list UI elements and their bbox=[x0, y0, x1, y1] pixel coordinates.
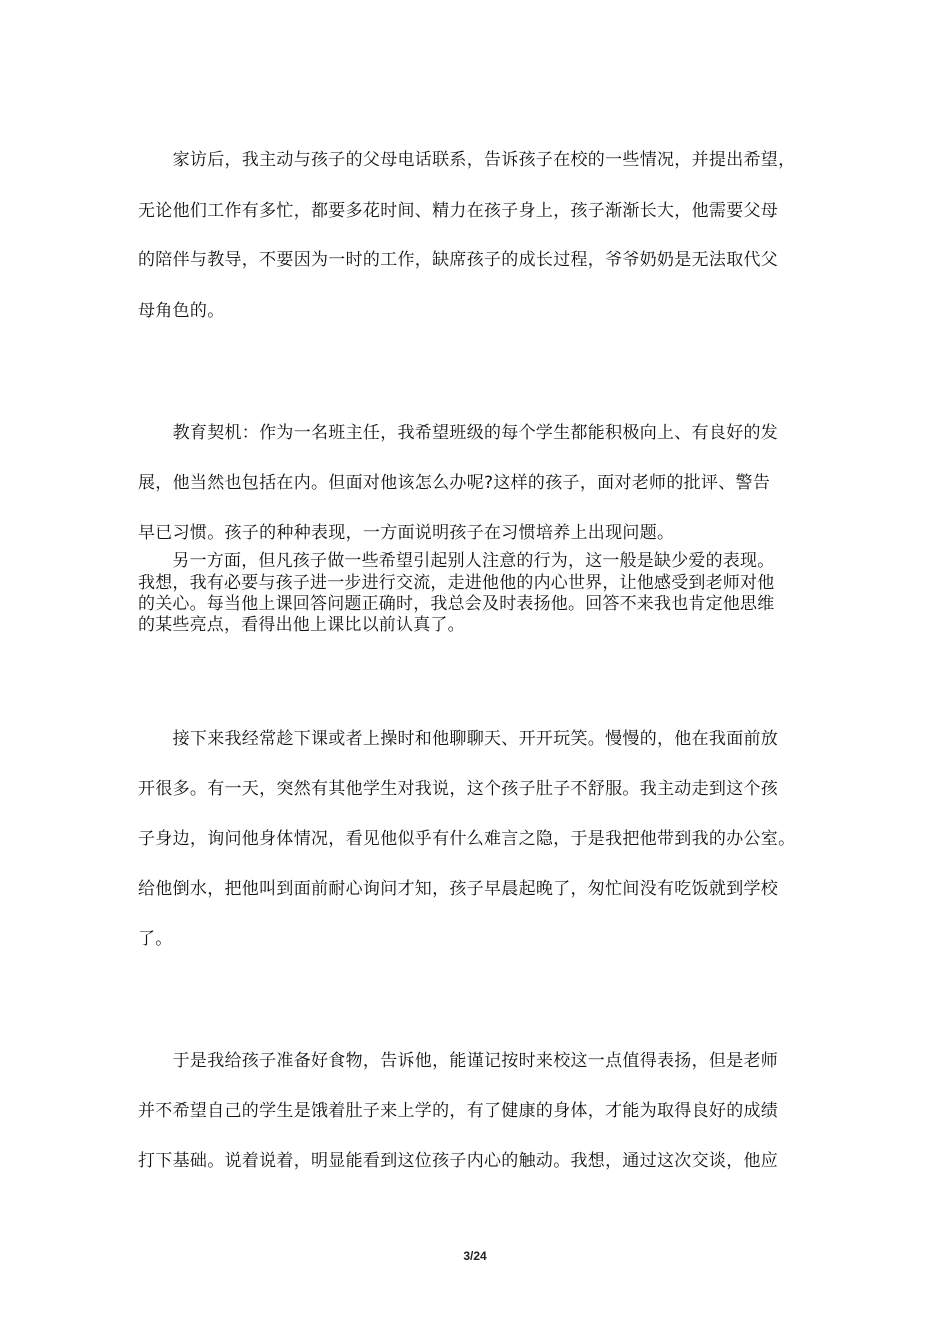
text-line: 打下基础。说着说着，明显能看到这位孩子内心的触动。我想，通过这次交谈，他应 bbox=[138, 1151, 779, 1171]
text-line: 无论他们工作有多忙，都要多花时间、精力在孩子身上，孩子渐渐长大，他需要父母 bbox=[138, 201, 779, 221]
text-line: 了。 bbox=[138, 929, 173, 949]
text-line: 早已习惯。孩子的种种表现，一方面说明孩子在习惯培养上出现问题。 bbox=[138, 523, 675, 543]
text-line: 的关心。每当他上课回答问题正确时，我总会及时表扬他。回答不来我也肯定他思维 bbox=[138, 594, 775, 614]
text-line: 我想，我有必要与孩子进一步进行交流，走进他他的内心世界，让他感受到老师对他 bbox=[138, 573, 775, 593]
text-line: 并不希望自己的学生是饿着肚子来上学的，有了健康的身体，才能为取得良好的成绩 bbox=[138, 1101, 779, 1121]
text-line: 给他倒水，把他叫到面前耐心询问才知，孩子早晨起晚了，匆忙间没有吃饭就到学校 bbox=[138, 879, 779, 899]
text-line: 家访后，我主动与孩子的父母电话联系，告诉孩子在校的一些情况，并提出希望， bbox=[138, 150, 796, 170]
text-line: 的陪伴与教导，不要因为一时的工作，缺席孩子的成长过程，爷爷奶奶是无法取代父 bbox=[138, 250, 779, 270]
text-line: 接下来我经常趁下课或者上操时和他聊聊天、开开玩笑。慢慢的，他在我面前放 bbox=[138, 729, 779, 749]
page-number: 3/24 bbox=[463, 1249, 487, 1263]
text-line: 子身边，询问他身体情况，看见他似乎有什么难言之隐，于是我把他带到我的办公室。 bbox=[138, 829, 796, 849]
text-line: 开很多。有一天，突然有其他学生对我说，这个孩子肚子不舒服。我主动走到这个孩 bbox=[138, 779, 779, 799]
text-line: 展，他当然也包括在内。但面对他该怎么办呢?这样的孩子，面对老师的批评、警告 bbox=[138, 473, 771, 493]
text-line: 另一方面，但凡孩子做一些希望引起别人注意的行为，这一般是缺少爱的表现。 bbox=[138, 551, 775, 571]
text-line: 母角色的。 bbox=[138, 301, 225, 321]
text-line: 的某些亮点，看得出他上课比以前认真了。 bbox=[138, 615, 465, 635]
text-line: 于是我给孩子准备好食物，告诉他，能谨记按时来校这一点值得表扬，但是老师 bbox=[138, 1051, 779, 1071]
text-line: 教育契机：作为一名班主任，我希望班级的每个学生都能积极向上、有良好的发 bbox=[138, 423, 779, 443]
